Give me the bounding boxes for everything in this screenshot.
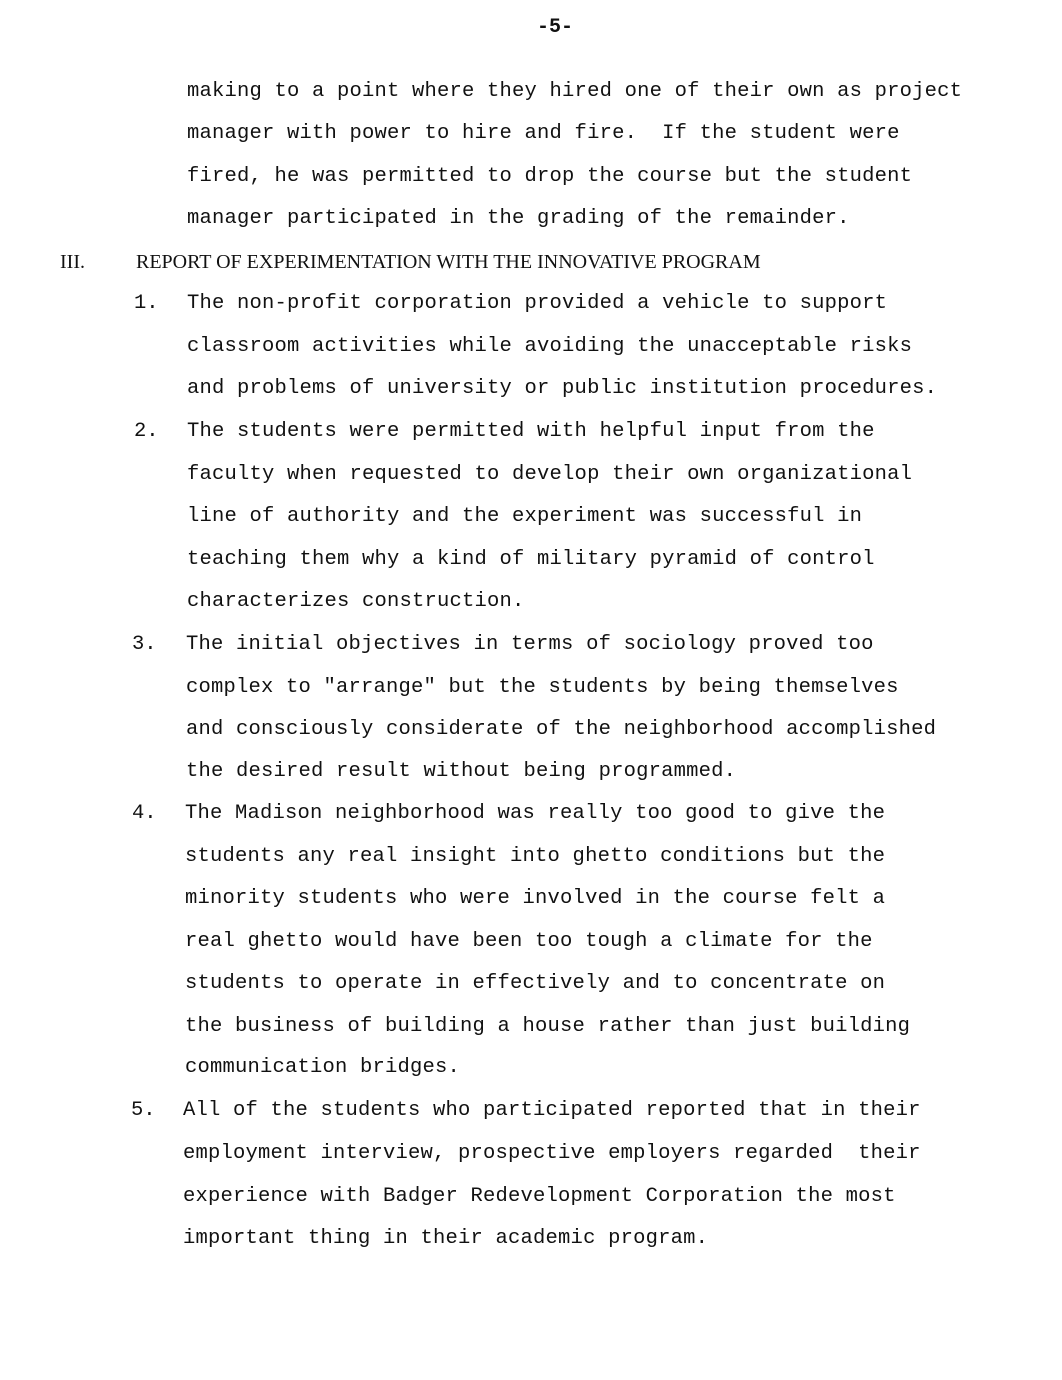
item-line: teaching them why a kind of military pyramid of control: [187, 548, 875, 571]
continuation-line: making to a point where they hired one of their own as project: [187, 80, 963, 103]
item-line: classroom activities while avoiding the unacceptable risks: [187, 335, 913, 358]
item-line: faculty when requested to develop their own organizational: [187, 463, 913, 486]
continuation-line: fired, he was permitted to drop the course but the student: [187, 165, 913, 188]
item-line: students to operate in effectively and to concentrate on: [185, 972, 886, 995]
item-line: The students were permitted with helpful input from the: [187, 420, 875, 443]
item-number: 1.: [134, 292, 159, 315]
page-number: -5-: [536, 16, 573, 39]
item-line: The initial objectives in terms of sociology proved too: [186, 633, 874, 656]
item-number: 2.: [134, 420, 159, 443]
item-number: 4.: [132, 802, 157, 825]
item-line: and problems of university or public institution procedures.: [187, 377, 938, 400]
section-title: REPORT OF EXPERIMENTATION WITH THE INNOVATIVE PROGRAM: [136, 251, 761, 273]
section-heading: [60, 248, 761, 276]
item-number: 3.: [132, 633, 157, 656]
item-line: important thing in their academic program.: [183, 1227, 709, 1250]
item-line: real ghetto would have been too tough a climate for the: [185, 930, 873, 953]
item-line: minority students who were involved in the course felt a: [185, 887, 886, 910]
section-numeral: III.: [60, 251, 85, 273]
item-line: The Madison neighborhood was really too good to give the: [185, 802, 886, 825]
item-line: complex to "arrange" but the students by being themselves: [186, 676, 899, 699]
item-line: characterizes construction.: [187, 590, 525, 613]
continuation-line: manager with power to hire and fire. If the student were: [187, 122, 900, 145]
item-line: students any real insight into ghetto conditions but the: [185, 845, 886, 868]
item-line: the desired result without being programmed.: [186, 760, 737, 783]
continuation-line: manager participated in the grading of the remainder.: [187, 207, 850, 230]
item-line: the business of building a house rather than just building: [185, 1015, 911, 1038]
item-line: and consciously considerate of the neighborhood accomplished: [186, 718, 937, 741]
item-line: All of the students who participated reported that in their: [183, 1099, 921, 1122]
item-line: employment interview, prospective employers regarded their: [183, 1142, 921, 1165]
item-line: experience with Badger Redevelopment Corporation the most: [183, 1185, 896, 1208]
item-number: 5.: [131, 1099, 156, 1122]
item-line: communication bridges.: [185, 1056, 461, 1079]
item-line: line of authority and the experiment was successful in: [187, 505, 863, 528]
item-line: The non-profit corporation provided a vehicle to support: [187, 292, 888, 315]
